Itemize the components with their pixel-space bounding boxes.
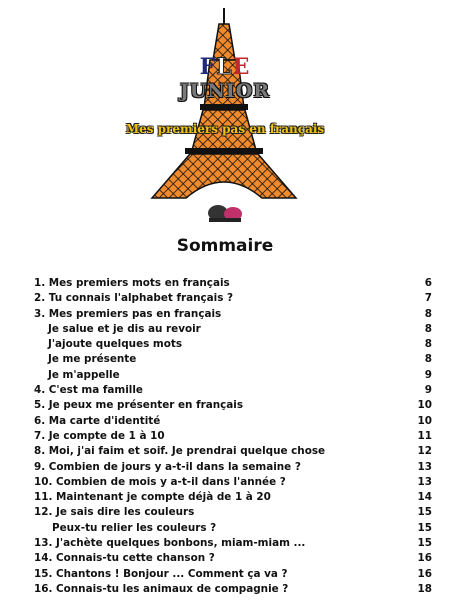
toc-entry-label: 3. Mes premiers pas en français (34, 307, 222, 320)
toc-entry-label: Je salue et je dis au revoir (48, 322, 201, 335)
toc-entry[interactable] (34, 567, 432, 582)
toc-entry-page: 14 (417, 491, 432, 504)
toc-entry[interactable] (34, 337, 432, 352)
toc-entry[interactable] (34, 475, 432, 490)
toc-entry-label: 14. Connais-tu cette chanson ? (34, 552, 215, 565)
page-title: Sommaire (176, 236, 274, 256)
toc-entry[interactable] (34, 383, 432, 398)
toc-entry-label: 13. J'achète quelques bonbons, miam-miam ... (34, 537, 306, 550)
toc-entry-label: 4. C'est ma famille (34, 384, 143, 397)
toc-entry-page: 13 (417, 475, 432, 488)
toc-entry[interactable] (34, 414, 432, 429)
logo-junior: JUNIOR (179, 80, 271, 102)
logo-subtitle: Mes premiers pas en français (125, 122, 325, 136)
toc-entry-page: 8 (424, 322, 432, 335)
toc-entry[interactable] (34, 536, 432, 551)
toc-entry-label: Peux-tu relier les couleurs ? (52, 521, 217, 534)
toc-entry-page: 8 (424, 307, 432, 320)
toc-entry-label: 16. Connais-tu les animaux de compagnie ? (34, 582, 289, 595)
toc-entry[interactable] (34, 276, 432, 291)
toc-entry[interactable] (34, 505, 432, 520)
toc-entry-page: 15 (417, 537, 432, 550)
toc-entry-page: 10 (417, 399, 432, 412)
toc-entry[interactable] (34, 582, 432, 597)
toc-entry[interactable] (34, 444, 432, 459)
toc-entry[interactable] (34, 429, 432, 444)
eiffel-tower-icon (0, 0, 450, 232)
logo-fle: FLE (199, 54, 251, 80)
cover-illustration (0, 0, 450, 232)
toc-entry[interactable] (34, 551, 432, 566)
toc-entry[interactable] (34, 490, 432, 505)
toc-entry[interactable] (34, 368, 432, 383)
toc-entry-page: 7 (424, 292, 432, 305)
toc-entry[interactable] (34, 352, 432, 367)
toc-entry-page: 18 (417, 582, 432, 595)
toc-entry-label: J'ajoute quelques mots (48, 338, 183, 351)
toc-entry-page: 11 (417, 429, 432, 442)
toc-entry-label: 1. Mes premiers mots en français (34, 277, 230, 289)
toc-entry-label: 2. Tu connais l'alphabet français ? (34, 292, 234, 305)
toc-entry-page: 8 (424, 338, 432, 351)
toc-entry-page: 16 (417, 567, 432, 580)
table-of-contents (34, 276, 432, 597)
toc-entry-page: 6 (424, 277, 432, 289)
toc-entry-label: 9. Combien de jours y a-t-il dans la semaine ? (34, 460, 301, 473)
toc-entry-page: 9 (424, 384, 432, 397)
toc-entry-page: 15 (417, 521, 432, 534)
toc-entry-label: 15. Chantons ! Bonjour ... Comment ça va ? (34, 567, 288, 580)
toc-entry-label: Je m'appelle (48, 368, 120, 381)
toc-entry-page: 16 (417, 552, 432, 565)
toc-entry[interactable] (34, 521, 432, 536)
toc-entry-page: 12 (417, 445, 432, 458)
toc-entry-page: 8 (424, 353, 432, 366)
toc-entry-label: 6. Ma carte d'identité (34, 414, 161, 427)
toc-entry[interactable] (34, 398, 432, 413)
toc-entry-label: 10. Combien de mois y a-t-il dans l'année ? (34, 475, 286, 488)
toc-entry-label: 12. Je sais dire les couleurs (34, 506, 195, 519)
toc-entry-page: 13 (417, 460, 432, 473)
toc-entry[interactable] (34, 307, 432, 322)
toc-entry-page: 10 (417, 414, 432, 427)
toc-entry-label: 7. Je compte de 1 à 10 (34, 429, 165, 442)
toc-entry-label: 8. Moi, j'ai faim et soif. Je prendrai quelque chose (34, 445, 326, 458)
toc-entry-label: Je me présente (48, 353, 137, 366)
toc-entry[interactable] (34, 460, 432, 475)
toc-entry-page: 9 (424, 368, 432, 381)
toc-entry[interactable] (34, 322, 432, 337)
toc-entry-label: 11. Maintenant je compte déjà de 1 à 20 (34, 491, 271, 504)
toc-entry-page: 15 (417, 506, 432, 519)
toc-entry[interactable] (34, 291, 432, 306)
toc-entry-label: 5. Je peux me présenter en français (34, 399, 244, 412)
